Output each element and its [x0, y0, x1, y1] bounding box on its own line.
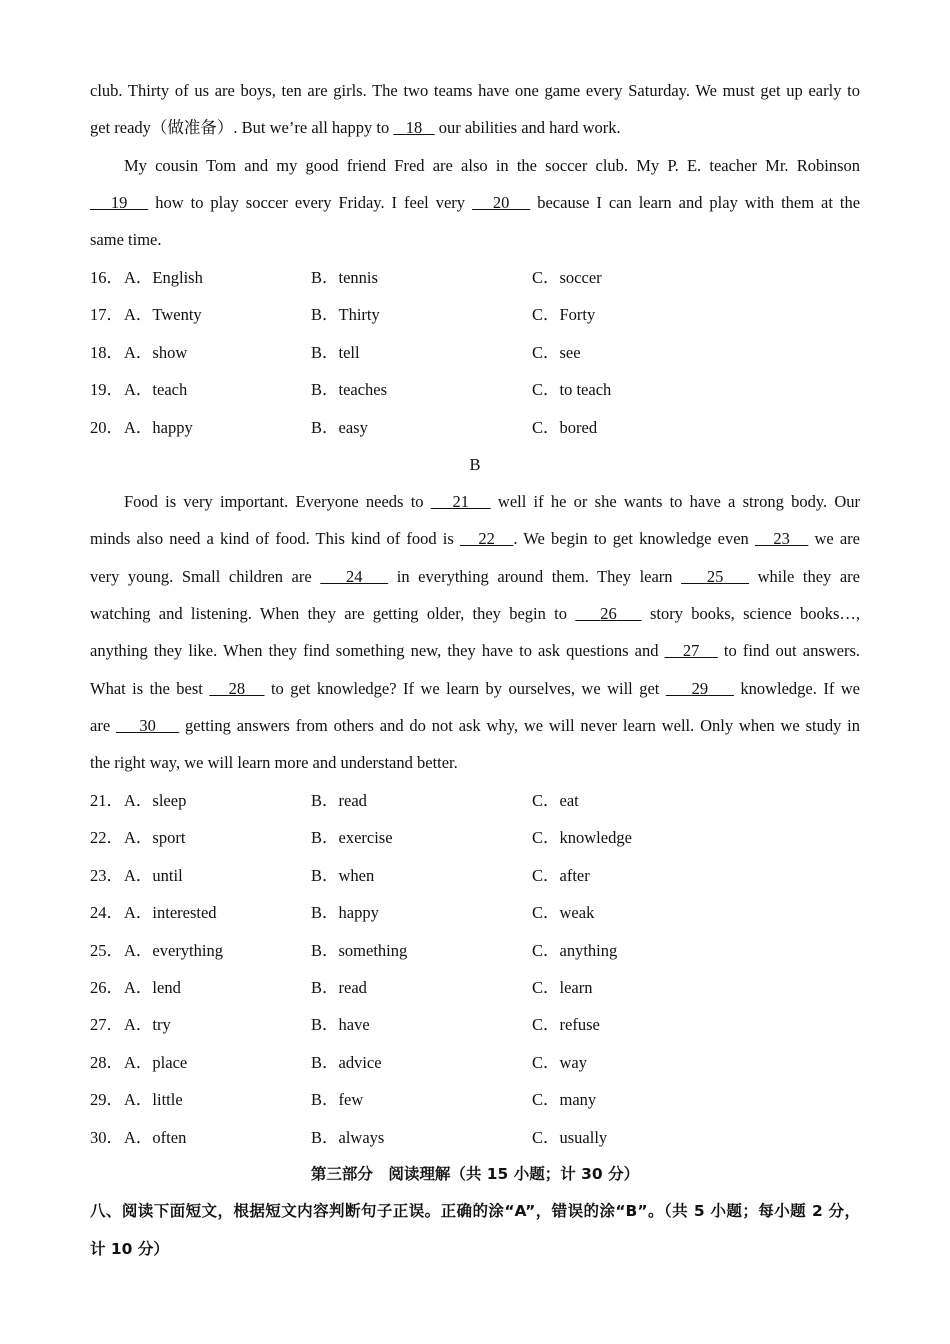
option-a: A．try: [124, 1015, 171, 1035]
option-a: A．Twenty: [124, 305, 202, 325]
option-a: A．sport: [124, 828, 186, 848]
section8-instructions-line-2: 计 10 分）: [90, 1240, 169, 1258]
option-c: C．bored: [532, 417, 598, 437]
option-a: A．often: [124, 1127, 187, 1147]
question-number: 27．: [90, 1015, 123, 1035]
question-number: 28．: [90, 1052, 123, 1072]
option-a: A．until: [124, 865, 183, 885]
option-b: B．tennis: [311, 268, 378, 287]
option-c: C．Forty: [532, 305, 596, 325]
blank-21: 21: [452, 492, 469, 511]
option-c: C．refuse: [532, 1015, 600, 1035]
blank-18: 18: [405, 118, 423, 137]
option-b: B．when: [311, 865, 375, 885]
option-b: B．teaches: [311, 380, 388, 400]
passage-b-line-6: What is the best 28 to get knowledge? If we learn by ourselves, we will get 29 knowledge. If we: [90, 679, 861, 698]
option-a: A．place: [124, 1052, 188, 1072]
passage-b-line-2: minds also need a kind of food. This kind of food is 22 . We begin to get knowledge even 23 we are: [90, 529, 860, 548]
option-c: C．way: [532, 1052, 587, 1072]
passage-a-line-5: same time.: [90, 230, 162, 249]
blank-24: 24: [345, 567, 363, 586]
section8-instructions-line-1: 八、阅读下面短文，根据短文内容判断句子正误。正确的涂“A”，错误的涂“B”。（共 5 小题；每小题 2 分，: [90, 1202, 860, 1220]
passage-b-line-5: anything they like. When they find something new, they have to ask questions and 27 to find out answers.: [90, 641, 861, 660]
blank-20: 20: [492, 193, 510, 212]
option-b: B．read: [311, 791, 367, 810]
section-b-label: B: [469, 455, 481, 474]
option-c: C．see: [532, 342, 581, 362]
blank-25: 25: [706, 567, 724, 586]
blank-26: 26: [600, 604, 617, 623]
blank-22: 22: [478, 529, 495, 548]
question-number: 19．: [90, 380, 123, 400]
question-number: 22．: [90, 828, 123, 848]
option-a: A．lend: [124, 978, 181, 997]
question-number: 25．: [90, 940, 123, 960]
option-c: C．learn: [532, 978, 593, 997]
blank-27: 27: [682, 641, 700, 660]
passage-a-line-4: 19 how to play soccer every Friday. I feel very 20 because I can learn and play with them at the: [90, 193, 860, 213]
blank-30: 30: [139, 716, 156, 735]
option-a: A．interested: [124, 903, 217, 923]
passage-b-line-7: are 30 getting answers from others and do not ask why, we will never learn well. Only when we study in: [90, 716, 860, 735]
option-b: B．few: [311, 1090, 364, 1110]
part3-title: 第三部分 阅读理解（共 15 小题；计 30 分）: [310, 1165, 640, 1183]
option-b: B．Thirty: [311, 305, 380, 325]
option-a: A．teach: [124, 380, 188, 400]
option-b: B．tell: [311, 342, 360, 362]
option-c: C．after: [532, 865, 590, 885]
passage-a-line-1: club. Thirty of us are boys, ten are girls. The two teams have one game every Saturday. We must get up early to: [90, 81, 860, 100]
question-number: 21．: [90, 791, 123, 810]
question-number: 30．: [90, 1127, 123, 1147]
option-b: B．exercise: [311, 828, 393, 848]
blank-19: 19: [110, 193, 128, 212]
question-number: 26．: [90, 978, 123, 997]
option-c: C．to teach: [532, 380, 612, 400]
question-number: 23．: [90, 865, 123, 885]
question-number: 29．: [90, 1090, 123, 1110]
passage-b-line-8: the right way, we will learn more and understand better.: [90, 753, 458, 772]
question-number: 17．: [90, 305, 123, 325]
question-number: 18．: [90, 342, 123, 362]
blank-29: 29: [691, 679, 709, 698]
blank-23: 23: [773, 529, 790, 548]
option-a: A．little: [124, 1090, 183, 1110]
option-a: A．everything: [124, 940, 223, 960]
option-b: B．read: [311, 978, 367, 997]
option-c: C．eat: [532, 791, 579, 810]
passage-b-line-1: Food is very important. Everyone needs to 21 well if he or she wants to have a strong body. Our: [124, 492, 861, 511]
option-c: C．usually: [532, 1127, 608, 1147]
option-b: B．advice: [311, 1052, 382, 1072]
passage-a-line-2: get ready（做准备）. But we’re all happy to 18 our abilities and hard work.: [90, 118, 621, 137]
option-b: B．happy: [311, 903, 379, 923]
option-b: B．easy: [311, 417, 368, 437]
blank-28: 28: [228, 679, 246, 698]
question-number: 24．: [90, 903, 123, 923]
option-b: B．have: [311, 1015, 370, 1035]
question-number: 16．: [90, 268, 123, 287]
option-a: A．sleep: [124, 791, 187, 810]
passage-b-line-4: watching and listening. When they are getting older, they begin to 26 story books, science books…,: [90, 604, 860, 623]
option-a: A．English: [124, 268, 203, 287]
option-c: C．knowledge: [532, 828, 632, 848]
option-c: C．soccer: [532, 268, 602, 287]
passage-a-line-3: My cousin Tom and my good friend Fred are also in the soccer club. My P. E. teacher Mr. Robinson: [124, 156, 860, 175]
question-number: 20．: [90, 417, 123, 437]
option-a: A．happy: [124, 417, 193, 437]
option-c: C．anything: [532, 940, 618, 960]
option-c: C．weak: [532, 903, 595, 923]
option-a: A．show: [124, 342, 188, 362]
option-b: B．something: [311, 940, 408, 960]
passage-b-line-3: very young. Small children are 24 in everything around them. They learn 25 while they are: [90, 567, 860, 586]
option-b: B．always: [311, 1127, 385, 1147]
option-c: C．many: [532, 1090, 597, 1110]
